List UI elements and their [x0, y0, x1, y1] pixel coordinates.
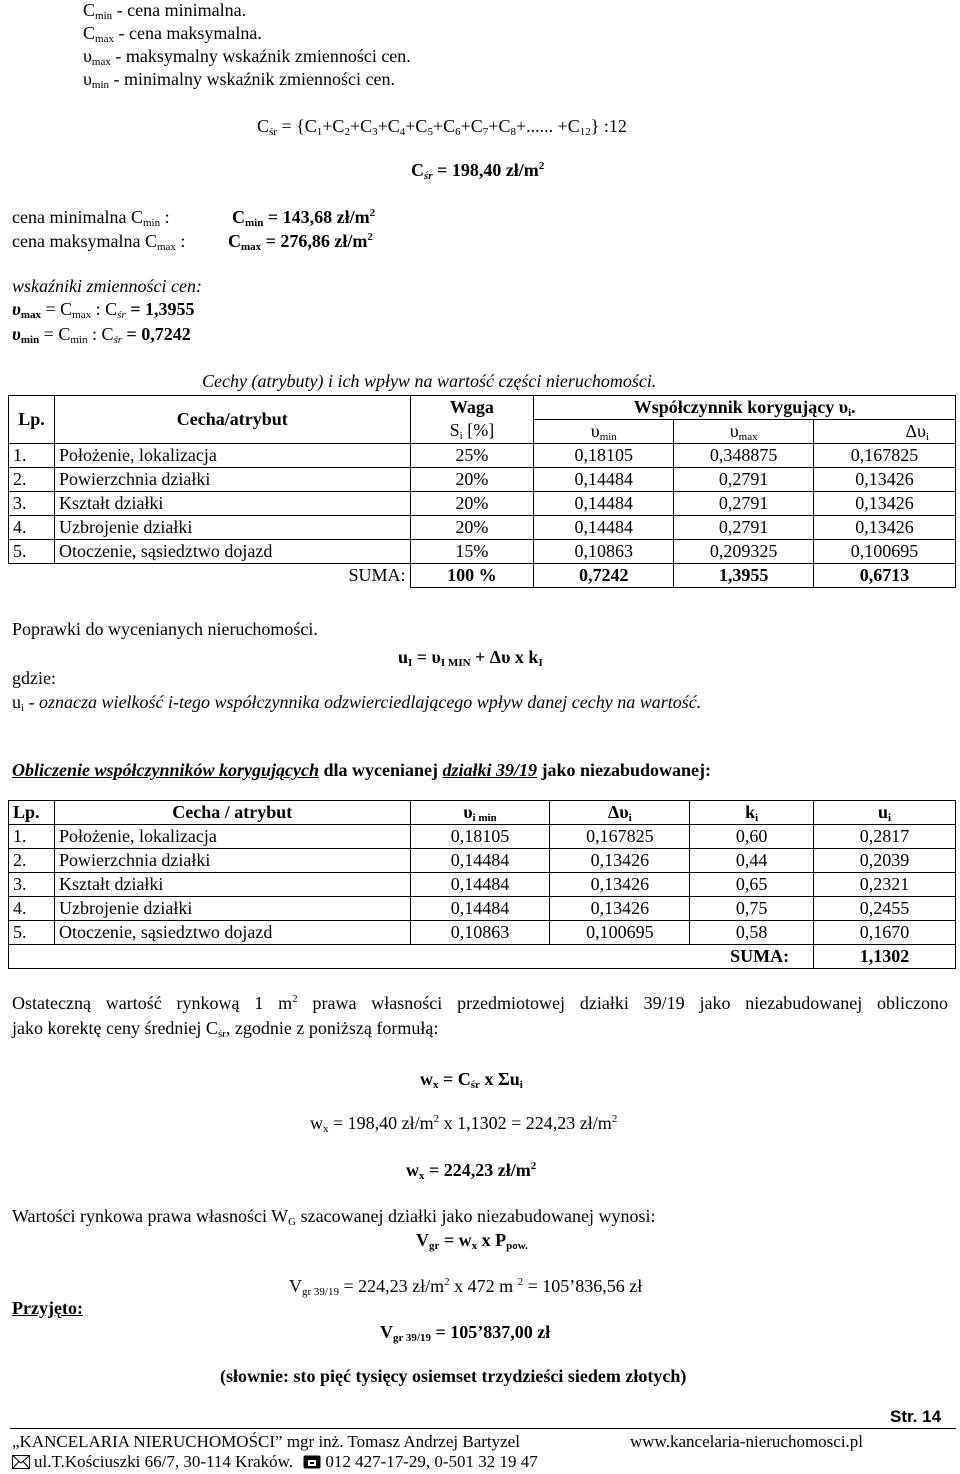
- col-header-dv: $\Delta\upsilon_i$: [814, 420, 956, 444]
- table-row: 5. Otoczenie, sąsiedztwo dojazd 15% 0,10863 0,209325 0,100695: [9, 540, 956, 564]
- col-header-coefficient: Współczynnik korygujący $\upsilon_i$.: [534, 396, 956, 420]
- result-wx: $w_x = 224,23$ $zł/m^2$: [406, 1160, 537, 1182]
- col-header-weight-si: $S_i$ [%]: [410, 420, 534, 444]
- calculation-vgr: $V_{gr 39/19} = 224,23$ $zł/m^2$ x 472 m $^2$ = 105’836,56 zł: [289, 1276, 643, 1298]
- where-label: gdzie:: [12, 668, 56, 688]
- sum-label: SUMA:: [9, 945, 814, 969]
- envelope-icon: [12, 1454, 30, 1474]
- col-header-vmax: $\upsilon_{max}$: [674, 420, 814, 444]
- indices-title: wskaźniki zmienności cen:: [12, 276, 202, 296]
- land-value-text: Wartości rynkowa prawa własności $W_G$ szacowanej działki jako niezabudowanej wynosi:: [12, 1206, 656, 1228]
- col-header-k: $k_i$: [690, 801, 814, 825]
- footer-office: „KANCELARIA NIERUCHOMOŚCI” mgr inż. Tomasz Andrzej Bartyzel: [12, 1432, 520, 1451]
- table-row: 1. Położenie, lokalizacja 0,18105 0,167825 0,60 0,2817: [9, 825, 956, 849]
- formula-wx: $w_x = C_{śr}$ x $\Sigma u_i$: [420, 1069, 523, 1091]
- coefficients-table: [8, 800, 956, 969]
- formula-average-price: $C_{śr} = \{C_1+C_2+C_3+C_4+C_5+C_6+C_7+C_8+$...... $+C_{12}$} :12: [257, 116, 627, 138]
- definition-vmin: $\upsilon_{min}$ - minimalny wskaźnik zmienności cen.: [83, 69, 395, 91]
- average-price-result: $C_{śr} = 198,40$ $zł/m^2$: [411, 160, 545, 182]
- col-header-feature: Cecha/atrybut: [54, 396, 410, 444]
- footer-divider: [10, 1428, 956, 1429]
- formula-u: $u_I = \upsilon_{I MIN} + \Delta\upsilon$ x $k_I$: [398, 647, 543, 669]
- col-header-dv: $\Delta\upsilon_i$: [550, 801, 690, 825]
- calculation-wx: $w_x = 198,40$ $zł/m^2$ x 1,1302 = 224,23 $zł/m^2$: [310, 1113, 618, 1135]
- definition-vmax: $\upsilon_{max}$ - maksymalny wskaźnik zmienności cen.: [83, 46, 411, 68]
- price-max-label: cena maksymalna $C_{max}$ :: [12, 231, 186, 253]
- amount-in-words: (słownie: sto pięć tysięcy osiemset trzydzieści siedem złotych): [220, 1366, 687, 1386]
- u-definition: $u_i$ - oznacza wielkość i-tego współczynnika odzwierciedlającego wpływ danej cechy na wartość.: [12, 692, 702, 714]
- table-sum-row: SUMA: 1,1302: [9, 945, 956, 969]
- table2-title: Obliczenie współczynników korygujących dla wycenianej działki 39/19 jako niezabudowanej:: [12, 760, 712, 780]
- final-paragraph-line2: jako korektę ceny średniej $C_{śr}$, zgodnie z poniższą formułą:: [12, 1018, 439, 1040]
- table-row: 3. Kształt działki 20% 0,14484 0,2791 0,13426: [9, 492, 956, 516]
- sum-label: SUMA:: [54, 564, 410, 588]
- col-header-vmin: $\upsilon_{i min}$: [410, 801, 550, 825]
- table-row: 1. Położenie, lokalizacja 25% 0,18105 0,348875 0,167825: [9, 444, 956, 468]
- col-header-vmin: $\upsilon_{min}$: [534, 420, 674, 444]
- phone-icon: [303, 1454, 321, 1474]
- page-number: Str. 14: [890, 1407, 942, 1426]
- table-row: 3. Kształt działki 0,14484 0,13426 0,65 0,2321: [9, 873, 956, 897]
- definition-cmin: $C_{min}$ - cena minimalna.: [83, 0, 247, 22]
- definition-cmax: $C_{max}$ - cena maksymalna.: [83, 23, 262, 45]
- table-row: 5. Otoczenie, sąsiedztwo dojazd 0,10863 0,100695 0,58 0,1670: [9, 921, 956, 945]
- col-header-u: $u_i$: [814, 801, 956, 825]
- corrections-title: Poprawki do wycenianych nieruchomości.: [12, 619, 318, 639]
- price-max-value: $C_{max} = 276,86$ $zł/m^2$: [228, 231, 373, 253]
- price-min-value: $C_{min} = 143,68$ $zł/m^2$: [232, 207, 376, 229]
- accepted-label: Przyjęto:: [12, 1298, 83, 1318]
- col-header-weight: Waga: [410, 396, 534, 420]
- table-row: 2. Powierzchnia działki 20% 0,14484 0,2791 0,13426: [9, 468, 956, 492]
- index-min: $\upsilon_{min} = C_{min}$ : $C_{śr} = 0,7242$: [12, 324, 191, 346]
- footer-website: www.kancelaria-nieruchomosci.pl: [630, 1432, 864, 1451]
- table-row: 2. Powierzchnia działki 0,14484 0,13426 0,44 0,2039: [9, 849, 956, 873]
- price-min-label: cena minimalna $C_{min}$ :: [12, 207, 170, 229]
- table-row: 4. Uzbrojenie działki 0,14484 0,13426 0,75 0,2455: [9, 897, 956, 921]
- features-table: [8, 395, 956, 588]
- formula-vgr: $V_{gr} = w_x$ x $P_{pow.}$: [416, 1230, 528, 1252]
- table-row: 4. Uzbrojenie działki 20% 0,14484 0,2791 0,13426: [9, 516, 956, 540]
- footer-contact: ul.T.Kościuszki 66/7, 30-114 Kraków. 012 427-17-29, 0-501 32 19 47: [12, 1452, 538, 1474]
- col-header-feature: Cecha / atrybut: [54, 801, 410, 825]
- result-vgr: $V_{gr 39/19}$ = 105’837,00 zł: [380, 1322, 551, 1344]
- index-max: $\upsilon_{max} = C_{max}$ : $C_{śr} = 1,3955$: [12, 299, 195, 321]
- final-paragraph-line1: Ostateczną wartość rynkową 1 $m^2$ prawa własności przedmiotowej działki 39/19 jako niezabudowanej obliczono: [12, 993, 948, 1013]
- table-sum-row: SUMA: 100 % 0,7242 1,3955 0,6713: [9, 564, 956, 588]
- table1-caption: Cechy (atrybuty) i ich wpływ na wartość części nieruchomości.: [202, 371, 657, 391]
- col-header-lp: Lp.: [9, 801, 55, 825]
- col-header-lp: Lp.: [9, 396, 55, 444]
